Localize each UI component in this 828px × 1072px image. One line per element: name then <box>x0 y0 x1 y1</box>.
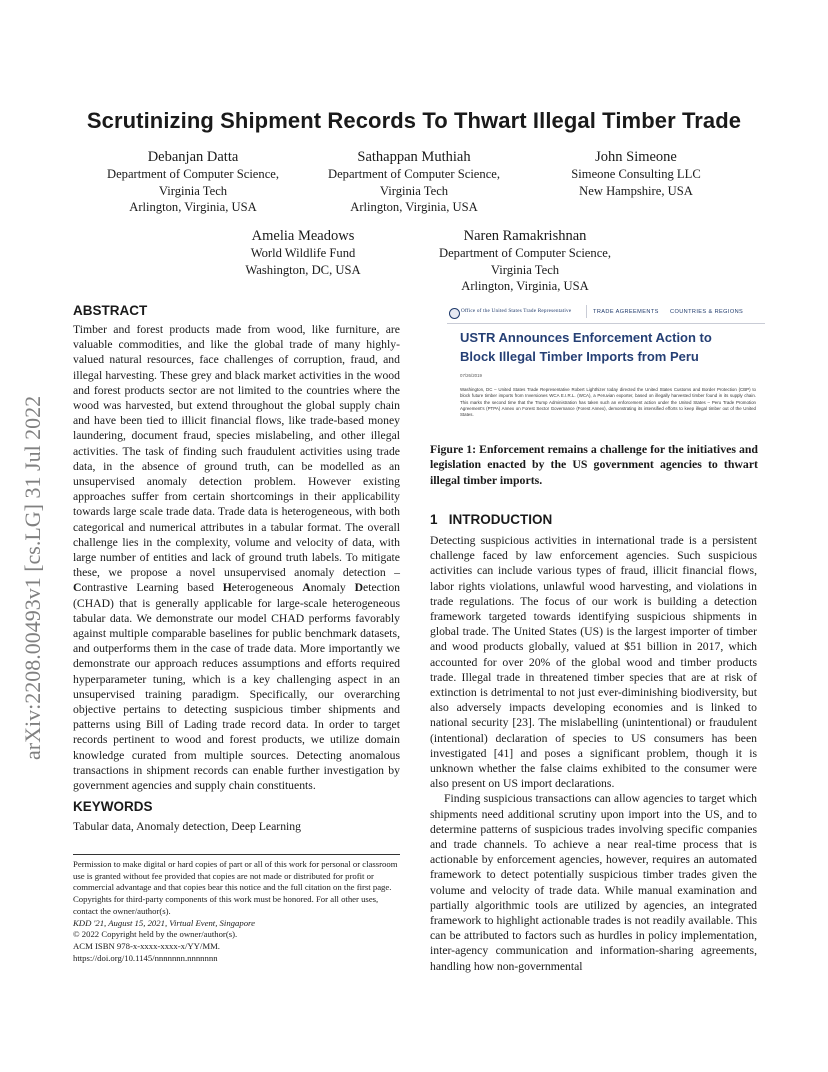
acronym-word: ontrastive Learning based <box>81 581 223 595</box>
figure-caption: Figure 1: Enforcement remains a challenge for the initiatives and legislation enacted by the US government agencies to thwart illegal timber imports. <box>430 442 758 487</box>
ustr-header-bar <box>447 303 765 324</box>
author-affiliation: Simeone Consulting LLC <box>571 167 701 181</box>
author-name: Sathappan Muthiah <box>357 149 471 165</box>
acronym-letter: A <box>302 581 311 595</box>
abstract-body <box>73 322 400 793</box>
figure-1 <box>445 299 767 432</box>
doi-link[interactable]: https://doi.org/10.1145/nnnnnnn.nnnnnnn <box>73 952 218 963</box>
author-block <box>425 227 625 295</box>
author-name: John Simeone <box>595 149 677 165</box>
arxiv-stamp: arXiv:2208.00493v1 [cs.LG] 31 Jul 2022 <box>20 395 45 760</box>
nav-item-countries-regions[interactable]: COUNTRIES & REGIONS <box>670 309 744 315</box>
headline-line: USTR Announces Enforcement Action to <box>460 330 712 345</box>
acronym-letter: C <box>73 581 82 595</box>
acronym-word: nomaly <box>310 581 355 595</box>
author-name: Amelia Meadows <box>251 228 355 244</box>
author-block <box>203 227 403 278</box>
footnote <box>73 859 400 964</box>
author-affiliation: New Hampshire, USA <box>579 183 693 198</box>
press-release-headline <box>460 328 760 366</box>
abstract-heading: ABSTRACT <box>73 303 148 318</box>
paper-title: Scrutinizing Shipment Records To Thwart Illegal Timber Trade <box>86 108 742 133</box>
abstract-text-after: (CHAD) that is generally applicable for large-scale heterogeneous tabular data. We demonstrate our model CHAD performs favorably against multiple comparable baselines for public benchmark datasets, and outperforms them in the case of trade data. More importantly we demonstrate our approach reduces assumptions and efforts required hyperparameter tuning, which is a key challenging aspect in an unsupervised training paradigm. Specifically, our overarching objective pertains to detecting suspicious timber shipments and patterns using Bill of Lading trade record data. In order to target records pertinent to wood and forest products, we utilize domain knowledge curated from multiple sources. Detecting anomalous transactions in shipment records can enable further investigation by government agencies and supply chain constituents. <box>73 596 400 793</box>
author-affiliation: Virginia Tech <box>490 262 560 277</box>
footnote-rule <box>73 854 400 855</box>
office-label: Office of the United States Trade Representative <box>461 308 572 314</box>
press-release-date: 07/26/2019 <box>460 373 482 378</box>
author-affiliation: Washington, DC, USA <box>245 262 361 277</box>
press-release-body: Washington, DC – United States Trade Representative Robert Lighthizer today directed the United States Customs and Border Protection (CBP) to block future timber imports from Inversiones WCA E.I.R.L. (WCA), a Peruvian exporter, based on illegally harvested timber found in its supply chain. This marks the second time that the Trump Administration has taken such an enforcement action under the United States – Peru Trade Promotion Agreement's (PTPA) Annex on Forest Sector Governance (Forest Annex), demonstrating its intensified efforts to keep illegal timber out of the United States. <box>460 387 756 418</box>
paragraph: Detecting suspicious activities in international trade is a persistent challenge faced by law enforcement agencies. Such suspicious activities can include various types of fraud, illicit financial flows, labor rights violations, unlawful wood harvesting, and violations in trade regulations. The focus of our work is building a detection framework targeted towards identifying suspicious shipments in global trade. The United States (US) is the largest importer of timber and wood products globally, valued at $51 billion in 2017, which accounted for over 20% of the global wood and timber products trade. Illegal trade in threatened timber species that are at risk of extinction is detrimental to not just ever-diminishing biodiversity, but also adversely impacts developing economies and is linked to national security [23]. The mislabelling (unintentional) or fraudulent (intentional) declaration of species to US consumers has been investigated [41] and poses a significant problem, though it is unknown whether the false claims exhibited to the consumer were also present on US import declarations. <box>430 534 757 791</box>
author-affiliation: World Wildlife Fund <box>250 246 356 260</box>
author-affiliation: Virginia Tech <box>158 183 228 198</box>
author-block <box>93 148 293 216</box>
copyright: © 2022 Copyright held by the owner/author(s). <box>73 929 238 940</box>
nav-divider <box>586 305 587 318</box>
nav-item-trade-agreements[interactable]: TRADE AGREEMENTS <box>593 309 659 315</box>
acronym-word: etection <box>363 581 401 595</box>
isbn: ACM ISBN 978-x-xxxx-xxxx-x/YY/MM. <box>73 940 220 951</box>
author-affiliation: Arlington, Virginia, USA <box>461 279 589 293</box>
author-affiliation: Virginia Tech <box>379 183 449 198</box>
keywords-text: Tabular data, Anomaly detection, Deep Learning <box>73 820 301 833</box>
author-affiliation: Department of Computer Science, <box>327 167 501 181</box>
headline-line: Block Illegal Timber Imports from Peru <box>460 349 699 364</box>
introduction-body <box>430 533 757 974</box>
introduction-heading: 1 INTRODUCTION <box>430 512 553 527</box>
acronym-letter: D <box>354 581 364 595</box>
keywords-heading: KEYWORDS <box>73 799 153 814</box>
acronym-word: eterogeneous <box>231 581 303 595</box>
paragraph: Finding suspicious transactions can allow agencies to target which shipments need additional scrutiny upon import into the US, and to determine patterns of suspicious trades involving specific companies and trade channels. To achieve a near real-time process that is actionable by enforcement agencies, however, requires an automated framework to detect potentially suspicious timber trades given the volume and velocity of trade data. While manual examination and partially algorithmic tools are utilized by agencies, an integrated framework to highlight actionable trades is not readily available. This can be attributed to factors such as hurdles in policy implementation, inter-agency communication and information-sharing agreements, handling how non-governmental <box>430 792 757 973</box>
venue: KDD '21, August 15, 2021, Virtual Event, Singapore <box>73 917 255 928</box>
author-affiliation: Department of Computer Science, <box>438 246 612 260</box>
permission-notice: Permission to make digital or hard copies of part or all of this work for personal or classroom use is granted without fee provided that copies are not made or distributed for profit or commercial advantage and that copies bear this notice and the full citation on the first page. Copyrights for third-party components of this work must be honored. For all other uses, contact the owner/author(s). <box>73 859 398 916</box>
author-block <box>536 148 736 199</box>
author-affiliation: Department of Computer Science, <box>106 167 280 181</box>
author-affiliation: Arlington, Virginia, USA <box>129 200 257 214</box>
author-block <box>314 148 514 216</box>
acronym-letter: H <box>222 581 232 595</box>
author-affiliation: Arlington, Virginia, USA <box>350 200 478 214</box>
author-name: Debanjan Datta <box>147 149 239 165</box>
ustr-seal-icon <box>449 308 460 319</box>
author-name: Naren Ramakrishnan <box>463 228 587 244</box>
abstract-text-before: Timber and forest products made from wood, like furniture, are valuable commodities, and like the global trade of many highly-valued natural resources, face challenges of corruption, fraud, and illegal harvesting. These grey and black market activities in the wood and forest products sector are not limited to the countries where the wood was harvested, but extend throughout the global supply chain and have been tied to illicit financial flows, like trade-based money laundering, document fraud, species mislabeling, and other illegal activities. The task of finding such fraudulent activities using trade data, in the absence of ground truth, can be modelled as an unsupervised anomaly detection problem. However existing approaches suffer from certain shortcomings in their applicability towards large scale trade data. Trade data is heterogeneous, with both categorical and numerical attributes in a tabular format. The overall challenge lies in the complexity, volume and velocity of data, with large number of entities and lack of ground truth labels. To mitigate these, we propose a novel unsupervised anomaly detection – <box>73 323 400 580</box>
